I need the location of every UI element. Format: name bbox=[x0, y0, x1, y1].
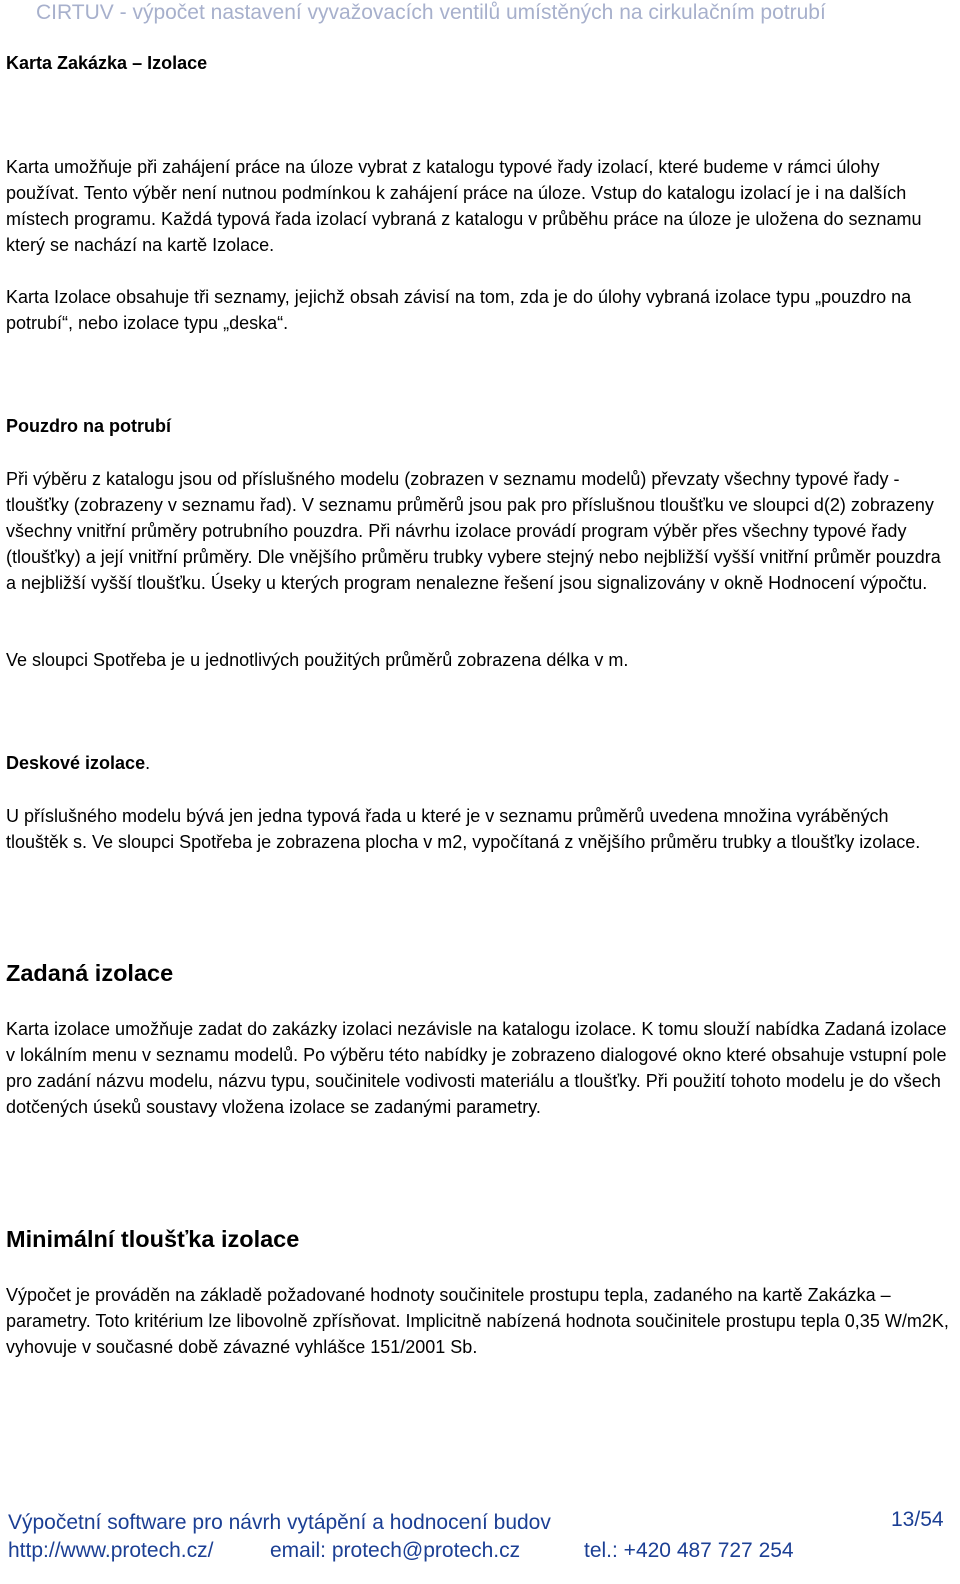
section-title-pouzdro: Pouzdro na potrubí bbox=[6, 416, 171, 436]
section-title-zadana: Zadaná izolace bbox=[6, 960, 174, 986]
footer-phone: tel.: +420 487 727 254 bbox=[584, 1539, 794, 1562]
section-title-karta: Karta Zakázka – Izolace bbox=[6, 53, 208, 73]
footer-email[interactable]: email: protech@protech.cz bbox=[270, 1539, 521, 1562]
paragraph-lists: Karta Izolace obsahuje tři seznamy, jejichž obsah závisí na tom, zda je do úlohy vybraná izolace typu „pouzdro na potrubí“, nebo izolace typu „deska“. bbox=[6, 287, 912, 333]
footer-software: Výpočetní software pro návrh vytápění a hodnocení budov bbox=[8, 1511, 551, 1534]
section-title-minimalni: Minimální tloušťka izolace bbox=[6, 1226, 300, 1252]
paragraph-zadana: Karta izolace umožňuje zadat do zakázky izolaci nezávisle na katalogu izolace. K tomu slouží nabídka Zadaná izolace v lokálním menu v seznamu modelů. Po výběru této nabídky je zobrazeno dialogové okno které obsahuje vstupní pole pro zadání názvu modelu, názvu typu, součinitele vodivosti materiálu a tloušťky. Při použití tohoto modelu je do všech dotčených úseků soustavy vložena izolace se zadanými parametry. bbox=[6, 1019, 947, 1117]
page-number: 13/54 bbox=[891, 1508, 944, 1531]
deskove-title-dot: . bbox=[145, 753, 151, 773]
footer-url[interactable]: http://www.protech.cz/ bbox=[8, 1539, 214, 1562]
section-title-deskove bbox=[6, 752, 150, 774]
footer-contacts bbox=[8, 1537, 794, 1564]
deskove-title-text: Deskové izolace bbox=[6, 753, 146, 773]
paragraph-deskove: U příslušného modelu bývá jen jedna typová řada u které je v seznamu průměrů uvedena množina vyráběných tlouštěk s. Ve sloupci Spotřeba je zobrazena plocha v m2, vypočítaná z vnějšího průměru trubky a tloušťky izolace. bbox=[6, 806, 921, 852]
page-header: CIRTUV - výpočet nastavení vyvažovacích ventilů umístěných na cirkulačním potrubí bbox=[36, 1, 826, 24]
paragraph-minimalni: Výpočet je prováděn na základě požadované hodnoty součinitele prostupu tepla, zadaného na kartě Zakázka – parametry. Toto kritérium lze libovolně zpřísňovat. Implicitně nabízená hodnota součinitele prostupu tepla 0,35 W/m2K, vyhovuje v současné době závazné vyhlášce 151/2001 Sb. bbox=[6, 1285, 949, 1357]
paragraph-pouzdro: Při výběru z katalogu jsou od příslušného modelu (zobrazen v seznamu modelů) převzaty všechny typové řady - tloušťky (zobrazeny v seznamu řad). V seznamu průměrů jsou pak pro příslušnou tloušťku ve sloupci d(2) zobrazeny všechny vnitřní průměry potrubního pouzdra. Při návrhu izolace provádí program výběr přes všechny typové řady (tloušťky) a její vnitřní průměry. Dle vnějšího průměru trubky vybere stejný nebo nejbližší vyšší vnitřní průměr pouzdra a nejbližší vyšší tloušťku. Úseky u kterých program nenalezne řešení jsou signalizovány v okně Hodnocení výpočtu. bbox=[6, 469, 941, 593]
paragraph-intro: Karta umožňuje při zahájení práce na úloze vybrat z katalogu typové řady izolací, které budeme v rámci úlohy používat. Tento výběr není nutnou podmínkou k zahájení práce na úloze. Vstup do katalogu izolací je i na dalších místech programu. Každá typová řada izolací vybraná z katalogu v průběhu práce na úloze je uložena do seznamu který se nachází na kartě Izolace. bbox=[6, 157, 922, 255]
paragraph-spotreba: Ve sloupci Spotřeba je u jednotlivých použitých průměrů zobrazena délka v m. bbox=[6, 650, 629, 670]
